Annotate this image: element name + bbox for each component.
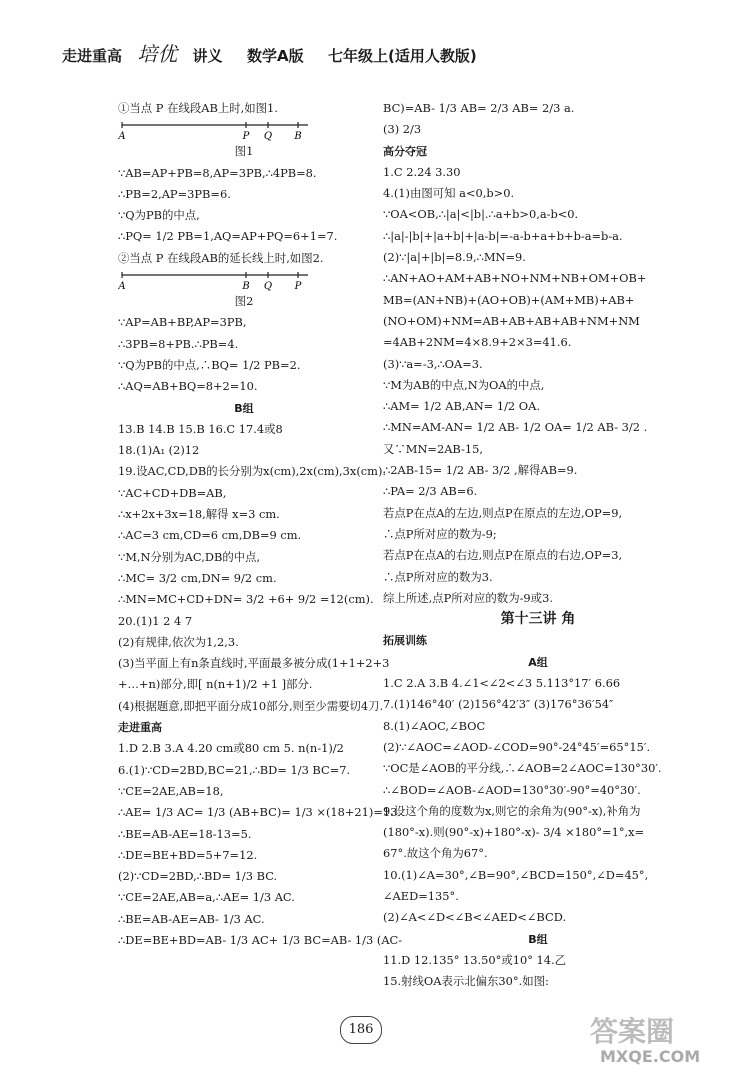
text-line: ∴PQ= 1/2 PB=1,AQ=AP+PQ=6+1=7. [118, 229, 338, 244]
text-line: ∴∠BOD=∠AOB-∠AOD=130°30′-90°=40°30′. [383, 782, 641, 797]
text-line: (3) 2/3 [383, 122, 422, 137]
text-line: 11.D 12.135° 13.50°或10° 14.乙 [383, 952, 567, 967]
page-number: 186 [340, 1016, 382, 1044]
text-line: 又∵MN=2AB-15, [383, 441, 483, 456]
text-line: ∴MN=AM-AN= 1/2 AB- 1/2 OA= 1/2 AB- 3/2 . [383, 420, 648, 435]
text-line: ∴AM= 1/2 AB,AN= 1/2 OA. [383, 399, 540, 414]
text-line: ∵M,N分别为AC,DB的中点, [118, 549, 261, 564]
segment-point-label: B [242, 281, 250, 292]
text-line: ∴DE=BE+BD=5+7=12. [118, 847, 258, 862]
text-line: ∴点P所对应的数为-9; [383, 526, 497, 541]
text-line: ∴BE=AB-AE=AB- 1/3 AC. [118, 911, 265, 926]
text-line: (NO+OM)+NM=AB+AB+AB+AB+NM+NM [383, 313, 640, 328]
text-line: (2)有规律,依次为1,2,3. [118, 634, 239, 649]
segment-point-label: Q [263, 281, 273, 292]
section-heading: B组 [528, 932, 548, 946]
text-line: (180°-x).则(90°-x)+180°-x)- 3/4 ×180°=1°,x= [383, 825, 645, 840]
text-line: 1.C 2.24 3.30 [383, 164, 461, 179]
text-line: 13.B 14.B 15.B 16.C 17.4或8 [118, 421, 283, 436]
text-line: (3)∵a=-3,∴OA=3. [383, 356, 483, 371]
brand-logo: 培优 [137, 42, 178, 66]
text-line: 8.(1)∠AOC,∠BOC [383, 718, 486, 733]
text-line: 67°.故这个角为67°. [383, 846, 488, 861]
text-line: 综上所述,点P所对应的数为-9或3. [383, 590, 553, 605]
text-line: ∴PA= 2/3 AB=6. [383, 484, 478, 499]
text-line: 1.C 2.A 3.B 4.∠1<∠2<∠3 5.113°17′ 6.66 [383, 676, 621, 691]
text-line: 20.(1)1 2 4 7 [118, 613, 193, 628]
text-line: (2)∵∠AOC=∠AOD-∠COD=90°-24°45′=65°15′. [383, 739, 651, 754]
page-header [62, 38, 477, 67]
text-line: 19.设AC,CD,DB的长分别为x(cm),2x(cm),3x(cm). [118, 464, 387, 479]
text-line: 9.设这个角的度数为x,则它的余角为(90°-x),补角为 [383, 803, 641, 818]
text-line: ∴AE= 1/3 AC= 1/3 (AB+BC)= 1/3 ×(18+21)=13. [118, 805, 402, 820]
section-heading: 高分夺冠 [383, 144, 427, 158]
figure-caption: 图1 [234, 144, 254, 159]
text-line: ②当点 P 在线段AB的延长线上时,如图2. [118, 250, 324, 265]
text-line: ∵AC+CD+DB=AB, [118, 485, 227, 500]
figure-1-segment [118, 119, 370, 141]
text-line: ∵CE=2AE,AB=18, [118, 783, 224, 798]
text-line: ∴AN+AO+AM+AB+NO+NM+NB+OM+OB+ [383, 271, 647, 286]
text-line: ∵M为AB的中点,N为OA的中点, [383, 377, 545, 392]
segment-figure [118, 119, 318, 141]
book-subject: 数学A版 [246, 47, 304, 65]
text-line: ∴MC= 3/2 cm,DN= 9/2 cm. [118, 570, 277, 585]
text-line: ∵Q为PB的中点,∴BQ= 1/2 PB=2. [118, 357, 301, 372]
text-line: +…+n)部分,即[ n(n+1)/2 +1 ]部分. [118, 677, 313, 692]
text-line: ∴|a|-|b|+|a+b|+|a-b|=-a-b+a+b+b-a=b-a. [383, 228, 623, 243]
text-line: MB=(AN+NB)+(AO+OB)+(AM+MB)+AB+ [383, 292, 635, 307]
segment-point-label: P [242, 131, 250, 142]
text-line: 若点P在点A的左边,则点P在原点的左边,OP=9, [383, 505, 623, 520]
text-line: =4AB+2NM=4×8.9+2×3=41.6. [383, 335, 572, 350]
text-line: ∵OC是∠AOB的平分线,∴∠AOB=2∠AOC=130°30′. [383, 761, 662, 776]
text-line: ∵AB=AP+PB=8,AP=3PB,∴4PB=8. [118, 165, 317, 180]
text-line: 7.(1)146°40′ (2)156°42′3″ (3)176°36′54″ [383, 697, 614, 712]
text-line: ∴AQ=AB+BQ=8+2=10. [118, 379, 258, 394]
text-line: ∠AED=135°. [383, 888, 459, 903]
text-line: ∴AC=3 cm,CD=6 cm,DB=9 cm. [118, 528, 302, 543]
section-heading: 拓展训练 [383, 634, 427, 648]
text-line: ∴点P所对应的数为3. [383, 569, 493, 584]
text-line: 4.(1)由图可知 a<0,b>0. [383, 186, 515, 201]
section-heading: B组 [234, 401, 254, 415]
text-line: BC)=AB- 1/3 AB= 2/3 AB= 2/3 a. [383, 101, 575, 115]
section-heading: 走进重高 [118, 721, 162, 735]
text-line: ∵AP=AB+BP,AP=3PB, [118, 315, 247, 330]
text-line: 10.(1)∠A=30°,∠B=90°,∠BCD=150°,∠D=45°, [383, 867, 649, 882]
watermark-url: MXQE.COM [600, 1047, 701, 1066]
text-line: (2)∵|a|+|b|=8.9,∴MN=9. [383, 250, 526, 265]
text-line: (4)根据题意,即把平面分成10部分,则至少需要切4刀. [118, 698, 384, 713]
text-line: (3)当平面上有n条直线时,平面最多被分成(1+1+2+3 [118, 656, 390, 671]
segment-point-label: Q [263, 131, 273, 142]
watermark-logo: 答案圈 [590, 1015, 675, 1048]
book-grade: 七年级上(适用人教版) [328, 47, 477, 65]
text-line: ∴x+2x+3x=18,解得 x=3 cm. [118, 507, 280, 522]
right-column [383, 98, 693, 992]
text-line: 15.射线OA表示北偏东30°.如图: [383, 974, 549, 989]
text-line: ∴2AB-15= 1/2 AB- 3/2 ,解得AB=9. [383, 463, 578, 478]
segment-point-label: B [294, 131, 302, 142]
text-line: ∵Q为PB的中点, [118, 208, 200, 223]
segment-figure [118, 269, 318, 291]
figure-caption: 图2 [234, 294, 254, 309]
text-line: ∵OA<OB,∴|a|<|b|.∴a+b>0,a-b<0. [383, 207, 579, 222]
text-line: 若点P在点A的右边,则点P在原点的右边,OP=3, [383, 548, 623, 563]
section-heading: A组 [528, 655, 548, 669]
book-type: 讲义 [192, 47, 223, 65]
series-title: 走进重高 [62, 47, 123, 65]
text-line: ∴BE=AB-AE=18-13=5. [118, 826, 252, 841]
segment-point-label: P [294, 281, 302, 292]
text-line: ∴DE=BE+BD=AB- 1/3 AC+ 1/3 BC=AB- 1/3 (AC- [118, 932, 403, 947]
text-line: 18.(1)A₁ (2)12 [118, 443, 200, 458]
lecture-title: 第十三讲 角 [500, 611, 576, 628]
text-line: ∵CE=2AE,AB=a,∴AE= 1/3 AC. [118, 890, 295, 905]
text-line: ∴PB=2,AP=3PB=6. [118, 186, 231, 201]
segment-point-label: A [118, 131, 126, 142]
text-line: 6.(1)∵CD=2BD,BC=21,∴BD= 1/3 BC=7. [118, 762, 351, 777]
text-line: ∴3PB=8+PB.∴PB=4. [118, 336, 239, 351]
text-line: (2)∠A<∠D<∠B<∠AED<∠BCD. [383, 910, 567, 925]
text-line: ①当点 P 在线段AB上时,如图1. [118, 101, 278, 115]
figure-2-segment [118, 269, 370, 291]
text-line: 1.D 2.B 3.A 4.20 cm或80 cm 5. n(n-1)/2 [118, 741, 344, 756]
text-line: (2)∵CD=2BD,∴BD= 1/3 BC. [118, 869, 278, 884]
text-line: ∴MN=MC+CD+DN= 3/2 +6+ 9/2 =12(cm). [118, 592, 374, 607]
segment-point-label: A [118, 281, 126, 292]
